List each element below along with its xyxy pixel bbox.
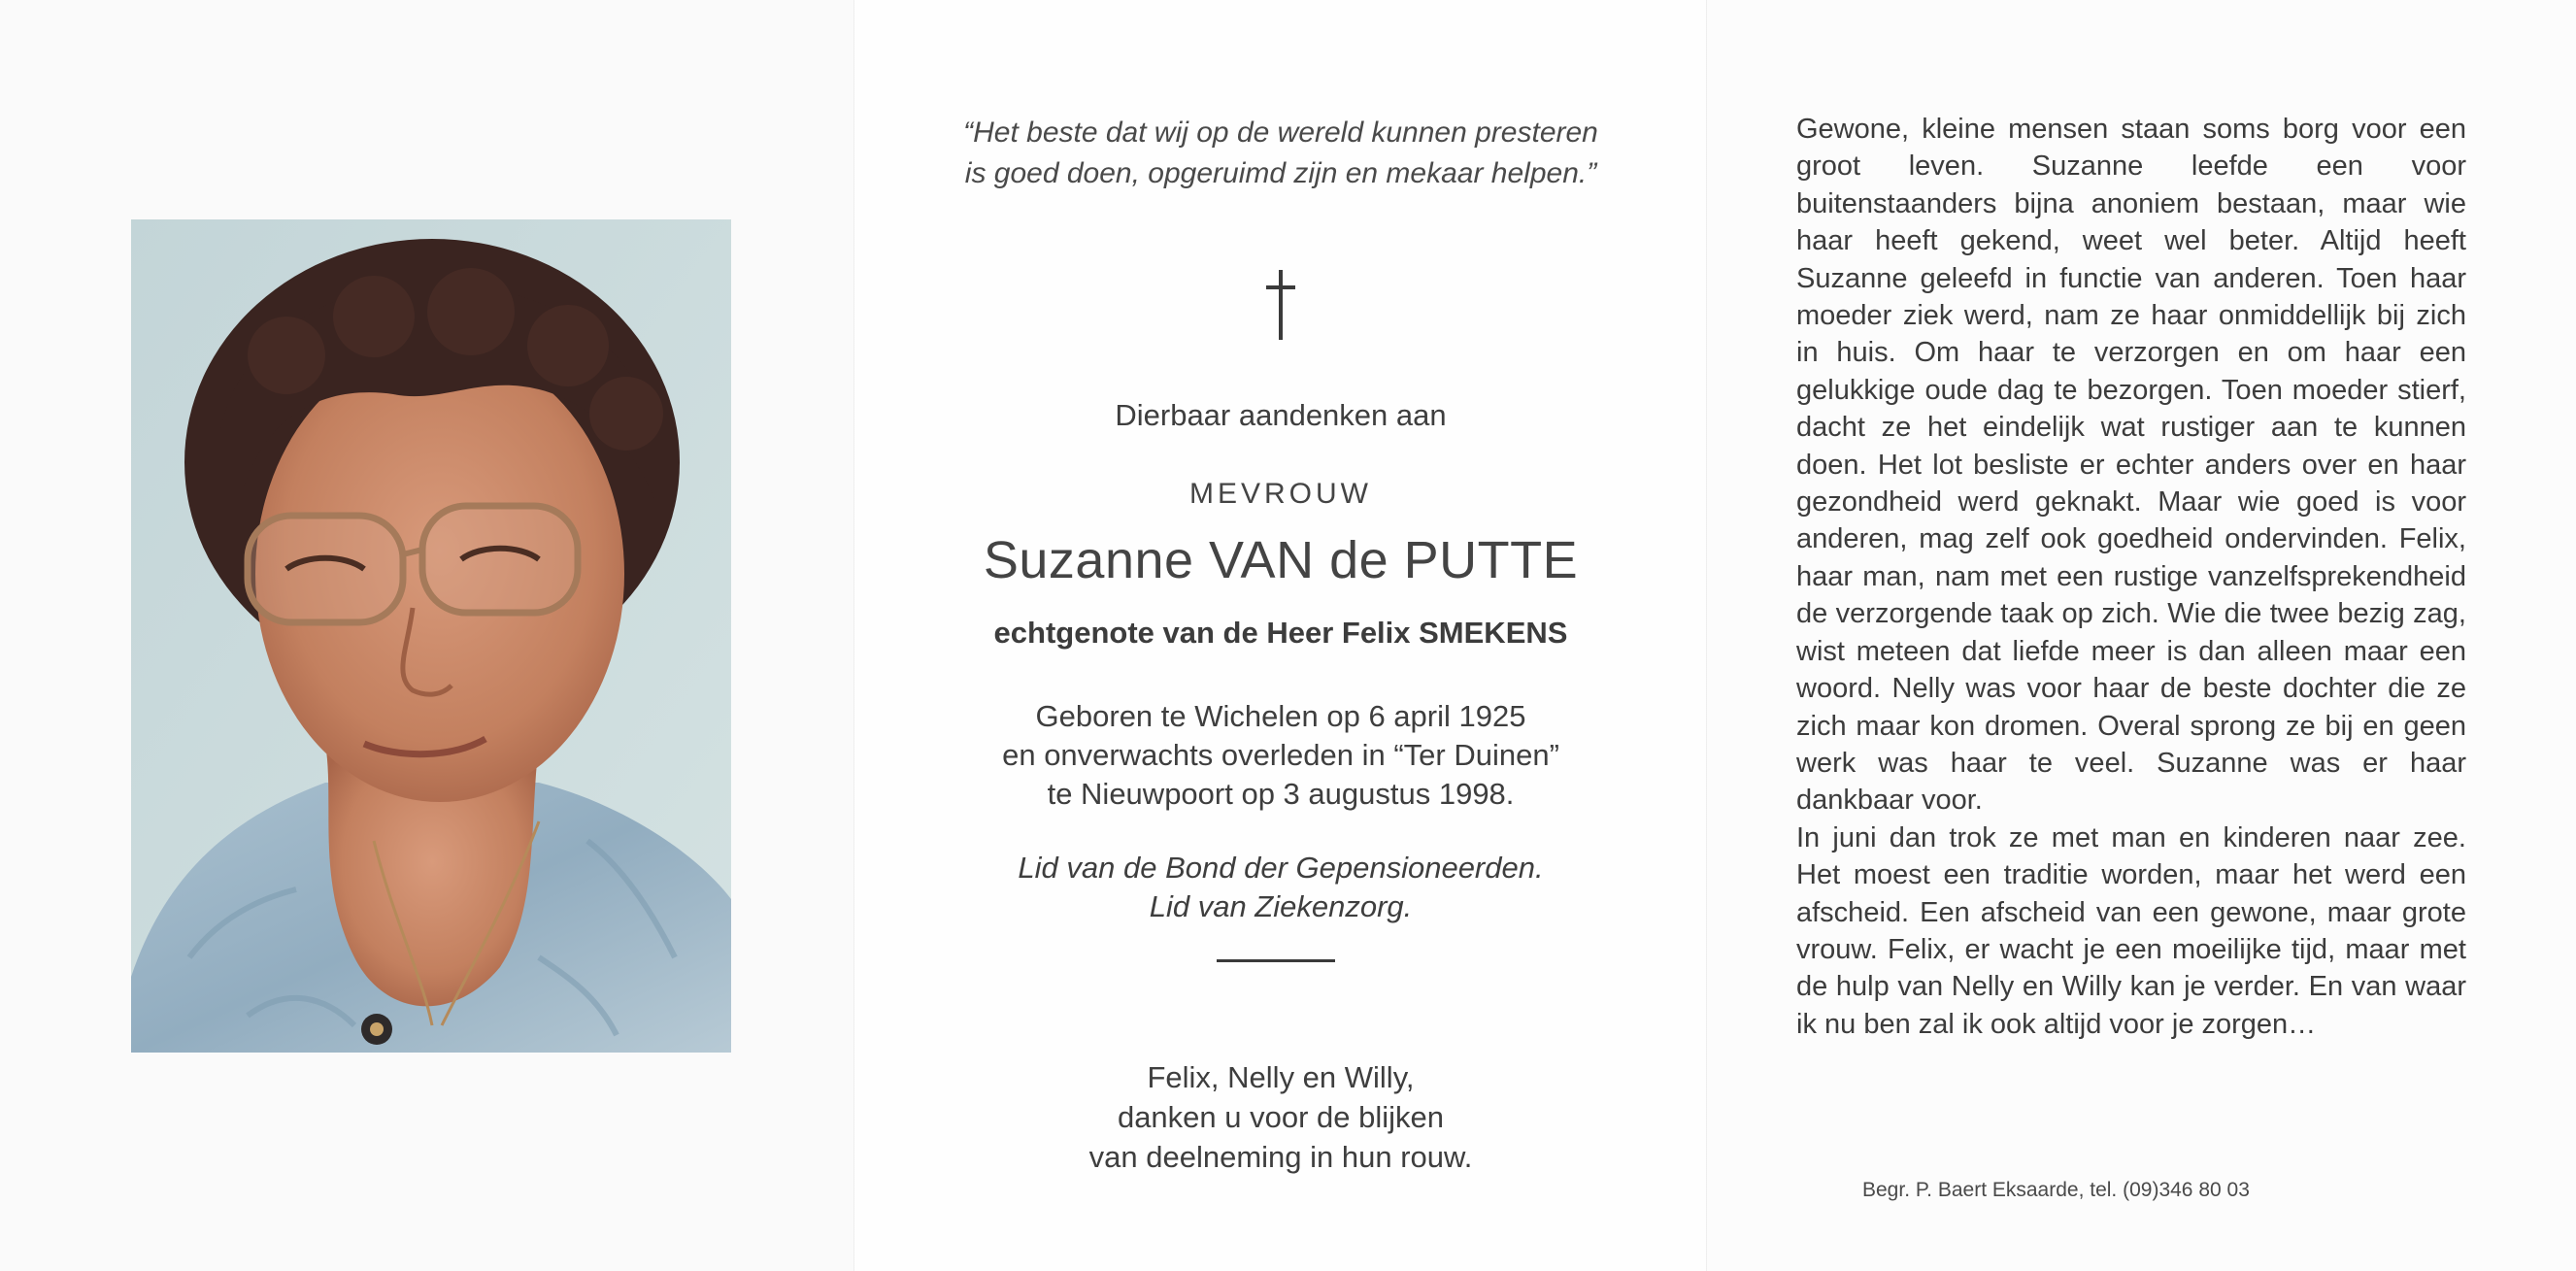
- life-dates-line: Geboren te Wichelen op 6 april 1925: [1035, 699, 1526, 733]
- portrait-photo: [131, 219, 731, 1053]
- tribute-paragraph: Gewone, kleine mensen staan soms borg voor een groot leven. Suzanne leefde een voor buitenstaanders bijna anoniem bestaan, maar wie haar heeft gekend, weet wel beter. Altijd heeft Suzanne geleefd in functie van anderen. Toen haar moeder ziek werd, nam ze haar onmiddellijk bij zich in huis. Om haar te verzorgen en om haar een gelukkige oude dag te bezorgen. Toen moeder stierf, dacht ze het eindelijk wat rustiger aan te kunnen doen. Het lot besliste er echter anders over en haar gezondheid werd geknakt. Maar wie goed is voor anderen, mag zelf ook goedheid ondervinden. Felix, haar man, nam met een rustige vanzelfsprekendheid de verzorgende taak op zich. Wie die twee bezig zag, wist meteen dat liefde meer is dan alleen maar een woord. Nelly was voor haar de beste dochter die ze zich maar kon dromen. Overal sprong ze bij en geen werk was haar te veel. Suzanne was er haar dankbaar voor.: [1796, 114, 2466, 817]
- membership-line: Lid van de Bond der Gepensioneerden.: [1018, 851, 1544, 885]
- deceased-name: Suzanne VAN de PUTTE: [983, 531, 1579, 589]
- thanks-line: danken u voor de blijken: [1117, 1100, 1445, 1134]
- memberships: [854, 849, 1707, 926]
- tribute-text: [1796, 111, 2466, 1043]
- opening-quote: [854, 113, 1707, 194]
- thanks-line: van deelneming in hun rouw.: [1088, 1140, 1473, 1174]
- life-dates: [854, 697, 1707, 814]
- tribute-paragraph: In juni dan trok ze met man en kinderen naar zee. Het moest een traditie worden, maar het werd een afscheid. Een afscheid van een gewone, maar grote vrouw. Felix, er wacht je een moeilijke tijd, maar met de hulp van Nelly en Willy kan je verder. En van waar ik nu ben zal ik ook altijd voor je zorgen…: [1796, 821, 2466, 1040]
- quote-line: “Het beste dat wij op de wereld kunnen presteren: [963, 117, 1598, 149]
- life-dates-line: en onverwachts overleden in “Ter Duinen”: [1002, 738, 1559, 772]
- printer-credit: Begr. P. Baert Eksaarde, tel. (09)346 80 03: [1862, 1179, 2250, 1201]
- thanks-line: Felix, Nelly en Willy,: [1147, 1060, 1415, 1094]
- portrait-image: [131, 219, 731, 1053]
- latin-cross-icon: [1266, 270, 1295, 345]
- life-dates-line: te Nieuwpoort op 3 augustus 1998.: [1047, 777, 1515, 811]
- spouse-line: echtgenote van de Heer Felix SMEKENS: [993, 616, 1568, 650]
- memorial-intro: Dierbaar aandenken aan: [1115, 398, 1447, 432]
- divider: [1217, 959, 1335, 962]
- right-panel: [1707, 0, 2576, 1271]
- membership-line: Lid van Ziekenzorg.: [1149, 889, 1413, 923]
- thanks-message: [854, 1057, 1707, 1177]
- middle-panel: [854, 0, 1707, 1271]
- title-prefix: MEVROUW: [1189, 478, 1372, 510]
- left-panel: [0, 0, 854, 1271]
- quote-line: is goed doen, opgeruimd zijn en mekaar helpen.”: [964, 157, 1597, 189]
